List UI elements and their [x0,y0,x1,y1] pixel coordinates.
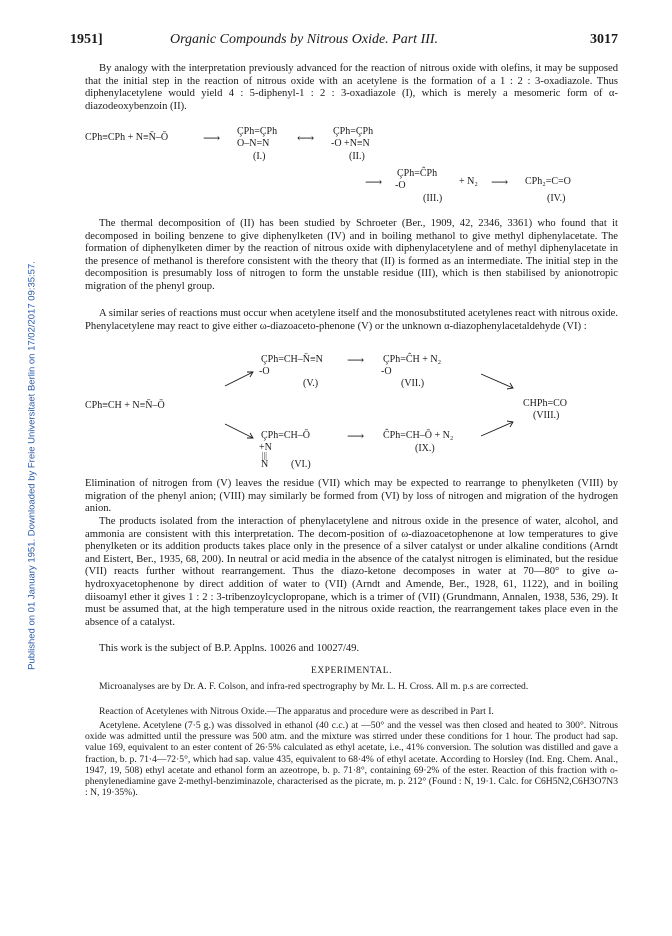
experimental-heading: EXPERIMENTAL. [311,666,392,676]
scheme2-reactant: CPh≡CH + N≡N̄–Ō [85,400,165,411]
compound-III-bottom: -O [395,180,406,191]
scheme1-arrow: ⟶ [203,131,221,145]
compound-VI-label: (VI.) [291,459,311,470]
compound-V-bottom: -O [259,366,270,377]
scheme1-arrow-2: ⟶ [365,175,383,189]
paragraph-9: Acetylene. Acetylene (7·5 g.) was dissolved in ethanol (40 c.c.) at —50° and the vessel was then closed and heated to 300°. Nitrous oxide was admitted until the pressure was 500 atm. and the mixture was stirred under these conditions for 1 hour. The product had sap. value 169, equivalent to an ester content of 26·5% calculated as ethyl acetate, i.e., 41% conversion. The solution was distilled and gave a fraction, b. p. 71·4—72·5°, which had sap. value 435, equivalent to 68·4% of ethyl acetate. According to Horsley (Ind. Eng. Chem. Anal., 1947, 19, 508) ethyl acetate and ethanol form an azeotrope, b. p. 71·8°, containing 69·2% of the ester. Reaction of this fraction with o-phenylenediamine gave 2-methyl-benziminazole, characterised as the picrate, m. p. 212° (Found : N, 19·1. Calc. for C6H5N2,C6H3O7N3 : N, 19·35%). [85,720,618,799]
paragraph-2: The thermal decomposition of (II) has been studied by Schroeter (Ber., 1909, 42, 2346, 3361) who found that it decomposed in boiling benzene to give diphenylketen (IV) and in boiling methanol to give methyl diphenylacetate. The formation of diphenylketen dimer by the reaction of nitrous oxide with diphenylacetylene and of methyl diphenylacetate in the presence of methanol is therefore consistent with the theory that (II) is formed as an intermediate. The initial step in the decomposition is presumably loss of nitrogen to form the unstable residue (III), which is then stabilised by anionotropic migration of the phenyl group. [85,218,618,292]
compound-III-label: (III.) [423,193,443,204]
paragraph-4: Elimination of nitrogen from (V) leaves the residue (VII) which may be expected to rearrange to phenylketen (VIII) by migration of the phenyl anion; (VIII) may similarly be formed from (VI) by loss of nitrogen and migration of the hydrogen anion. [85,478,618,515]
page-header [70,32,618,52]
paragraph-6: This work is the subject of B.P. Applns. 10026 and 10027/49. [99,643,360,654]
paragraph-5: The products isolated from the interaction of phenylacetylene and nitrous oxide in the presence of water, alcohol, and ammonia are consistent with this interpretation. The decom-position of ω-diazoacetophenone at low temperatures to give phenylketen or its addition products takes place only in the presence of a silver catalyst or under alkaline conditions (Arndt and Eistert, Ber., 1935, 68, 200). In neutral or acid media in the absence of the catalyst nitrogen is eliminated, but the residue (VII) reacts further without rearrangement. Thus the diazo-ketone decomposes in water at 70—80° to give ω-hydroxyacetophenone by direct addition of water to (VII) (Arndt and Amende, Ber., 1928, 61, 1122), and in boiling diisoamyl ether it gives 1 : 2 : 3-tribenzoylcyclopropane, which is a trimer of (VII) (Grundmann, Annalen, 1938, 536, 29). It must be assumed that, at the high temperature used in the nitrous oxide reaction, the rearrangement takes place even in the absence of a catalyst. [85,516,618,628]
scheme1-reactant: CPh≡CPh + N≡N̄–Ō [85,132,169,143]
paragraph-3: A similar series of reactions must occur when acetylene itself and the monosubstituted acetylenes react with nitrous oxide. Phenylacetylene may react to give either ω-diazoaceto-phenone (V) or the unknown α-diazophenylacetaldehyde (VI) : [85,308,618,332]
compound-I-top: ÇPh=ÇPh [237,126,278,137]
compound-V-top: ÇPh=CH–N̄≡N [261,354,323,365]
nitrogen-product: + N₂ [459,176,478,187]
header-page-number: 3017 [590,32,618,47]
compound-VIII-label: (VIII.) [533,410,560,421]
compound-II-top: ÇPh=ÇPh [333,126,374,137]
arrow-VI-to-IX: ⟶ [347,429,365,443]
compound-IX-top: ĈPh=CH–Ō + N₂ [383,430,454,441]
compound-IX-label: (IX.) [415,443,435,454]
paragraph-1: By analogy with the interpretation previously advanced for the reaction of nitrous oxide with olefins, it may be supposed that the initial step in the reaction of nitrous oxide with an acetylene is the formation of a 1 : 2 : 3-oxadiazole. Thus diphenylacetylene would yield 4 : 5-diphenyl-1 : 2 : 3-oxadiazole (I), which is merely a mesomeric form of α-diazodeoxybenzoin (II). [85,63,618,112]
compound-I-label: (I.) [253,151,266,162]
arrow-to-VI [225,424,253,438]
arrow-V-to-VII: ⟶ [347,353,365,367]
compound-VII-label: (VII.) [401,378,425,389]
compound-VI-top: ÇPh=CH–Ō [261,430,310,441]
compound-I-bottom: O–N=N [237,138,270,149]
compound-II-label: (II.) [349,151,365,162]
paragraph-8: Reaction of Acetylenes with Nitrous Oxide.—The apparatus and procedure were as described in Part I. [99,706,494,717]
paragraph-7: Microanalyses are by Dr. A. F. Colson, and infra-red spectrography by Mr. L. H. Cross. All m. p.s are corrected. [99,681,529,692]
compound-VI-triple-bond: ||| [262,451,267,460]
compound-VI-n3: N [261,459,269,470]
reaction-scheme-1 [85,120,618,205]
compound-III-top: ÇPh=ĈPh [397,168,438,179]
arrow-VII-to-VIII [481,374,513,388]
header-year: 1951] [70,32,103,47]
compound-VIII: CHPh=CO [523,398,567,409]
compound-VI-n1: +N [259,442,272,453]
compound-V-label: (V.) [303,378,319,389]
arrow-to-V [225,372,253,386]
download-watermark: Published on 01 January 1951. Downloaded by Freie Universitaet Berlin on 17/02/2017 09:35:57. [26,261,38,670]
resonance-arrow: ⟷ [297,131,315,145]
scheme1-arrow-3: ⟶ [491,175,509,189]
compound-II-bottom: -O +N≡N [331,138,370,149]
header-title: Organic Compounds by Nitrous Oxide. Part III. [170,32,439,47]
compound-IV-label: (IV.) [547,193,566,204]
compound-VII-top: ÇPh=ĈH + N₂ [383,354,442,365]
reaction-scheme-2 [85,348,618,473]
compound-VII-bottom: -O [381,366,392,377]
arrow-IX-to-VIII [481,422,513,436]
compound-IV: CPh₂=C=O [525,176,571,187]
